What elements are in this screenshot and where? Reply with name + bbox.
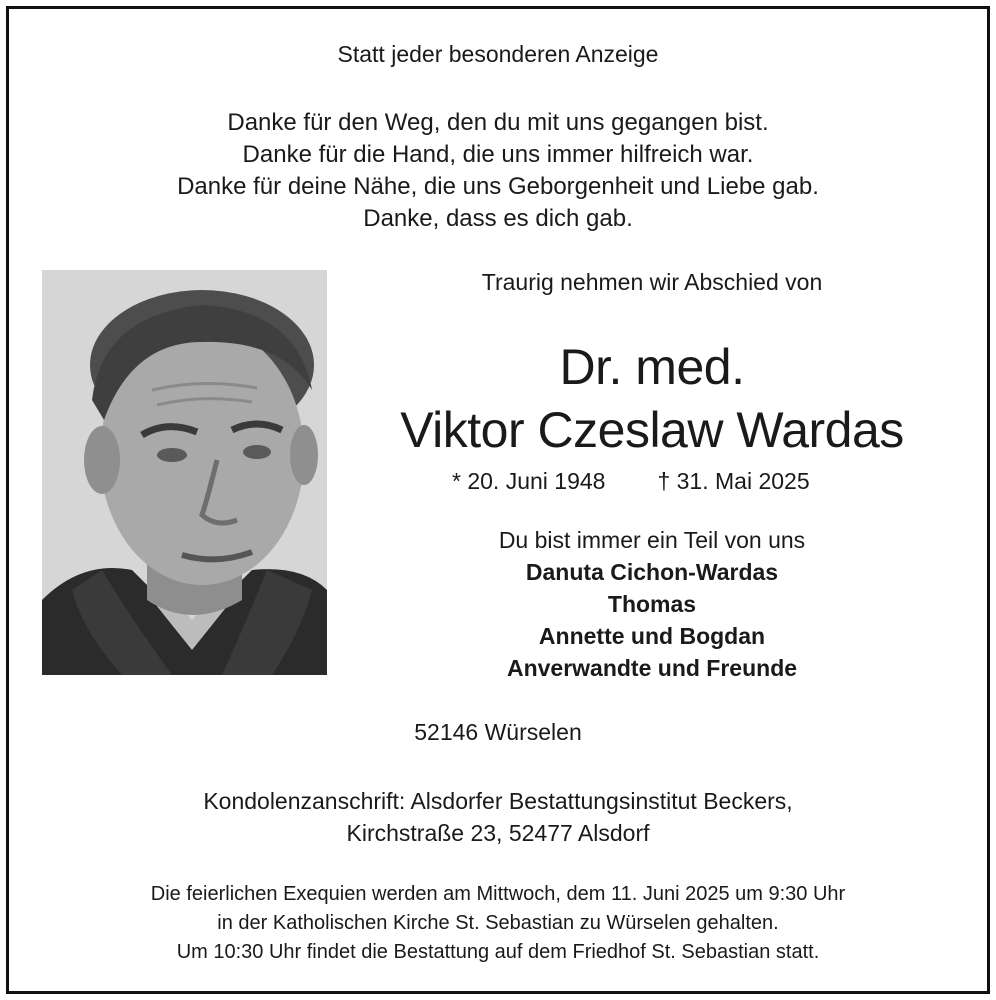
poem-line: Danke für deine Nähe, die uns Geborgenheit und Liebe gab. xyxy=(177,173,819,200)
family-block xyxy=(499,524,805,684)
intro-line: Statt jeder besonderen Anzeige xyxy=(337,41,659,67)
city-line: 52146 Würselen xyxy=(414,719,582,745)
family-member: Anverwandte und Freunde xyxy=(506,655,798,681)
birth-date: * 20. Juni 1948 xyxy=(452,468,606,494)
condolence-address xyxy=(203,785,792,849)
deceased-name: Viktor Czeslaw Wardas xyxy=(400,402,904,458)
deceased-title: Dr. med. xyxy=(559,339,745,395)
family-member: Danuta Cichon-Wardas xyxy=(525,559,779,585)
service-line: in der Katholischen Kirche St. Sebastian zu Würselen gehalten. xyxy=(217,912,779,934)
condolence-line: Kondolenzanschrift: Alsdorfer Bestattungsinstitut Beckers, xyxy=(203,788,793,814)
life-dates xyxy=(452,470,810,493)
family-lead: Du bist immer ein Teil von uns xyxy=(498,527,806,553)
death-date: † 31. Mai 2025 xyxy=(657,468,810,494)
portrait-illustration xyxy=(42,270,327,675)
poem-line: Danke für den Weg, den du mit uns gegangen bist. xyxy=(227,109,769,136)
condolence-line: Kirchstraße 23, 52477 Alsdorf xyxy=(346,820,650,846)
poem-line: Danke, dass es dich gab. xyxy=(363,205,633,232)
poem-line: Danke für die Hand, die uns immer hilfreich war. xyxy=(242,141,754,168)
poem xyxy=(177,107,819,235)
service-line: Um 10:30 Uhr findet die Bestattung auf dem Friedhof St. Sebastian statt. xyxy=(176,941,820,963)
service-line: Die feierlichen Exequien werden am Mittwoch, dem 11. Juni 2025 um 9:30 Uhr xyxy=(150,883,846,905)
service-details xyxy=(151,880,845,967)
farewell-line: Traurig nehmen wir Abschied von xyxy=(481,269,823,295)
family-member: Thomas xyxy=(607,591,697,617)
portrait-photo xyxy=(42,270,327,675)
family-member: Annette und Bogdan xyxy=(538,623,766,649)
